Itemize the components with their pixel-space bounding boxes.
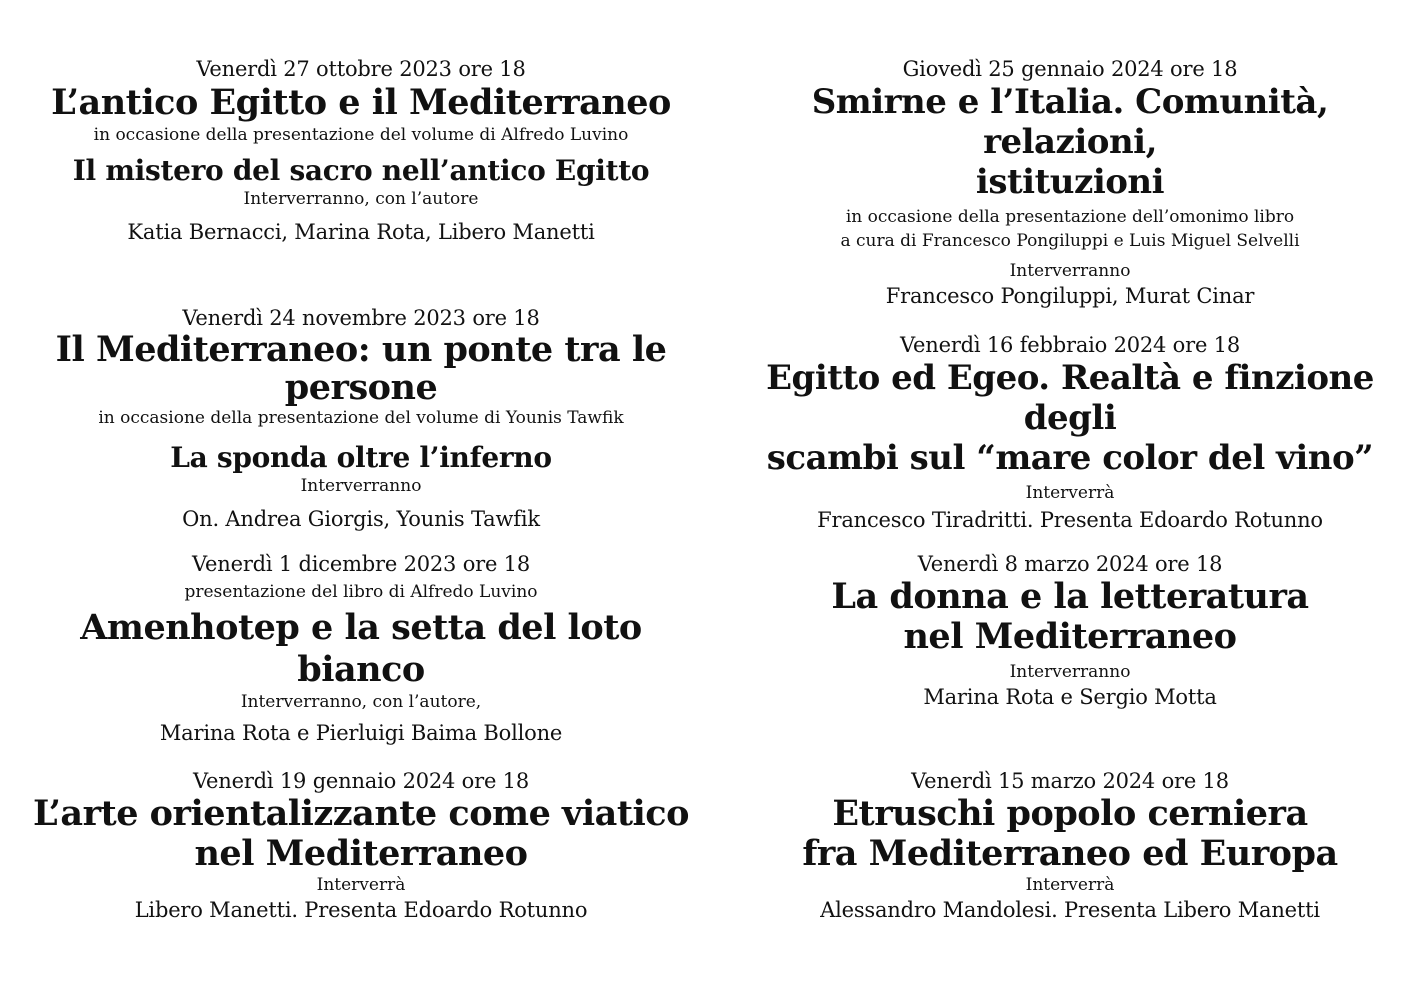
event-title-line1: L’arte orientalizzante come viatico bbox=[33, 793, 689, 834]
event-speakers: Alessandro Mandolesi. Presenta Libero Manetti bbox=[820, 898, 1320, 922]
event-speakers: Libero Manetti. Presenta Edoardo Rotunno bbox=[134, 898, 588, 922]
event-date: Venerdì 24 novembre 2023 ore 18 bbox=[182, 306, 540, 330]
event-block bbox=[16, 56, 706, 246]
event-title: Amenhotep e la setta del loto bianco bbox=[80, 607, 642, 690]
event-title-line2: nel Mediterraneo bbox=[903, 616, 1237, 657]
event-title-line2: scambi sul “mare color del vino” bbox=[766, 438, 1374, 478]
event-block bbox=[725, 56, 1415, 310]
event-date: Giovedì 25 gennaio 2024 ore 18 bbox=[902, 57, 1238, 81]
event-block bbox=[725, 332, 1415, 534]
event-speakers: Marina Rota e Pierluigi Baima Bollone bbox=[159, 721, 563, 745]
event-block bbox=[725, 768, 1415, 924]
event-block bbox=[16, 551, 706, 747]
event-date: Venerdì 8 marzo 2024 ore 18 bbox=[917, 552, 1223, 576]
event-title: L’antico Egitto e il Mediterraneo bbox=[51, 82, 671, 123]
event-date: Venerdì 1 dicembre 2023 ore 18 bbox=[192, 552, 530, 576]
event-book-title: La sponda oltre l’inferno bbox=[170, 441, 552, 474]
event-title-line1: Etruschi popolo cerniera bbox=[832, 793, 1308, 834]
event-speakers-label: Interverranno, con l’autore, bbox=[240, 692, 482, 712]
event-speakers: Francesco Tiradritti. Presenta Edoardo Rotunno bbox=[817, 508, 1323, 532]
event-speakers-label: Interverranno, con l’autore bbox=[243, 189, 479, 209]
event-book-title: Il mistero del sacro nell’antico Egitto bbox=[72, 154, 650, 187]
event-occasion: in occasione della presentazione del volume di Younis Tawfik bbox=[98, 408, 624, 428]
event-occasion: in occasione della presentazione del volume di Alfredo Luvino bbox=[93, 125, 629, 145]
event-block bbox=[16, 305, 706, 533]
event-block bbox=[16, 768, 706, 924]
event-title-line1: La donna e la letteratura bbox=[831, 576, 1309, 617]
event-occasion: presentazione del libro di Alfredo Luvino bbox=[184, 582, 538, 602]
event-title-line1: Egitto ed Egeo. Realtà e finzione degli bbox=[766, 358, 1374, 438]
event-speakers: On. Andrea Giorgis, Younis Tawfik bbox=[182, 507, 540, 531]
event-title-line2: istituzioni bbox=[975, 162, 1165, 202]
event-speakers: Katia Bernacci, Marina Rota, Libero Manetti bbox=[127, 220, 595, 244]
event-speakers: Marina Rota e Sergio Motta bbox=[923, 685, 1217, 709]
event-speakers-label: Interverrà bbox=[316, 875, 406, 895]
event-date: Venerdì 15 marzo 2024 ore 18 bbox=[911, 769, 1229, 793]
event-speakers-label: Interverrà bbox=[1025, 483, 1115, 503]
event-title-line1: Smirne e l’Italia. Comunità, relazioni, bbox=[811, 82, 1329, 162]
event-date: Venerdì 19 gennaio 2024 ore 18 bbox=[193, 769, 529, 793]
event-occasion-line1: in occasione della presentazione dell’omonimo libro bbox=[845, 207, 1295, 227]
event-date: Venerdì 16 febbraio 2024 ore 18 bbox=[900, 333, 1240, 357]
event-occasion-line2: a cura di Francesco Pongiluppi e Luis Miguel Selvelli bbox=[840, 231, 1300, 251]
event-title: Il Mediterraneo: un ponte tra le persone bbox=[55, 329, 667, 408]
event-speakers-label: Interverranno bbox=[1009, 261, 1131, 281]
event-speakers-label: Interverranno bbox=[300, 476, 422, 496]
event-block bbox=[725, 551, 1415, 711]
event-speakers-label: Interverranno bbox=[1009, 662, 1131, 682]
event-title-line2: fra Mediterraneo ed Europa bbox=[802, 833, 1338, 874]
event-speakers: Francesco Pongiluppi, Murat Cinar bbox=[885, 284, 1255, 308]
event-title-line2: nel Mediterraneo bbox=[194, 833, 528, 874]
event-date: Venerdì 27 ottobre 2023 ore 18 bbox=[196, 57, 526, 81]
event-speakers-label: Interverrà bbox=[1025, 875, 1115, 895]
